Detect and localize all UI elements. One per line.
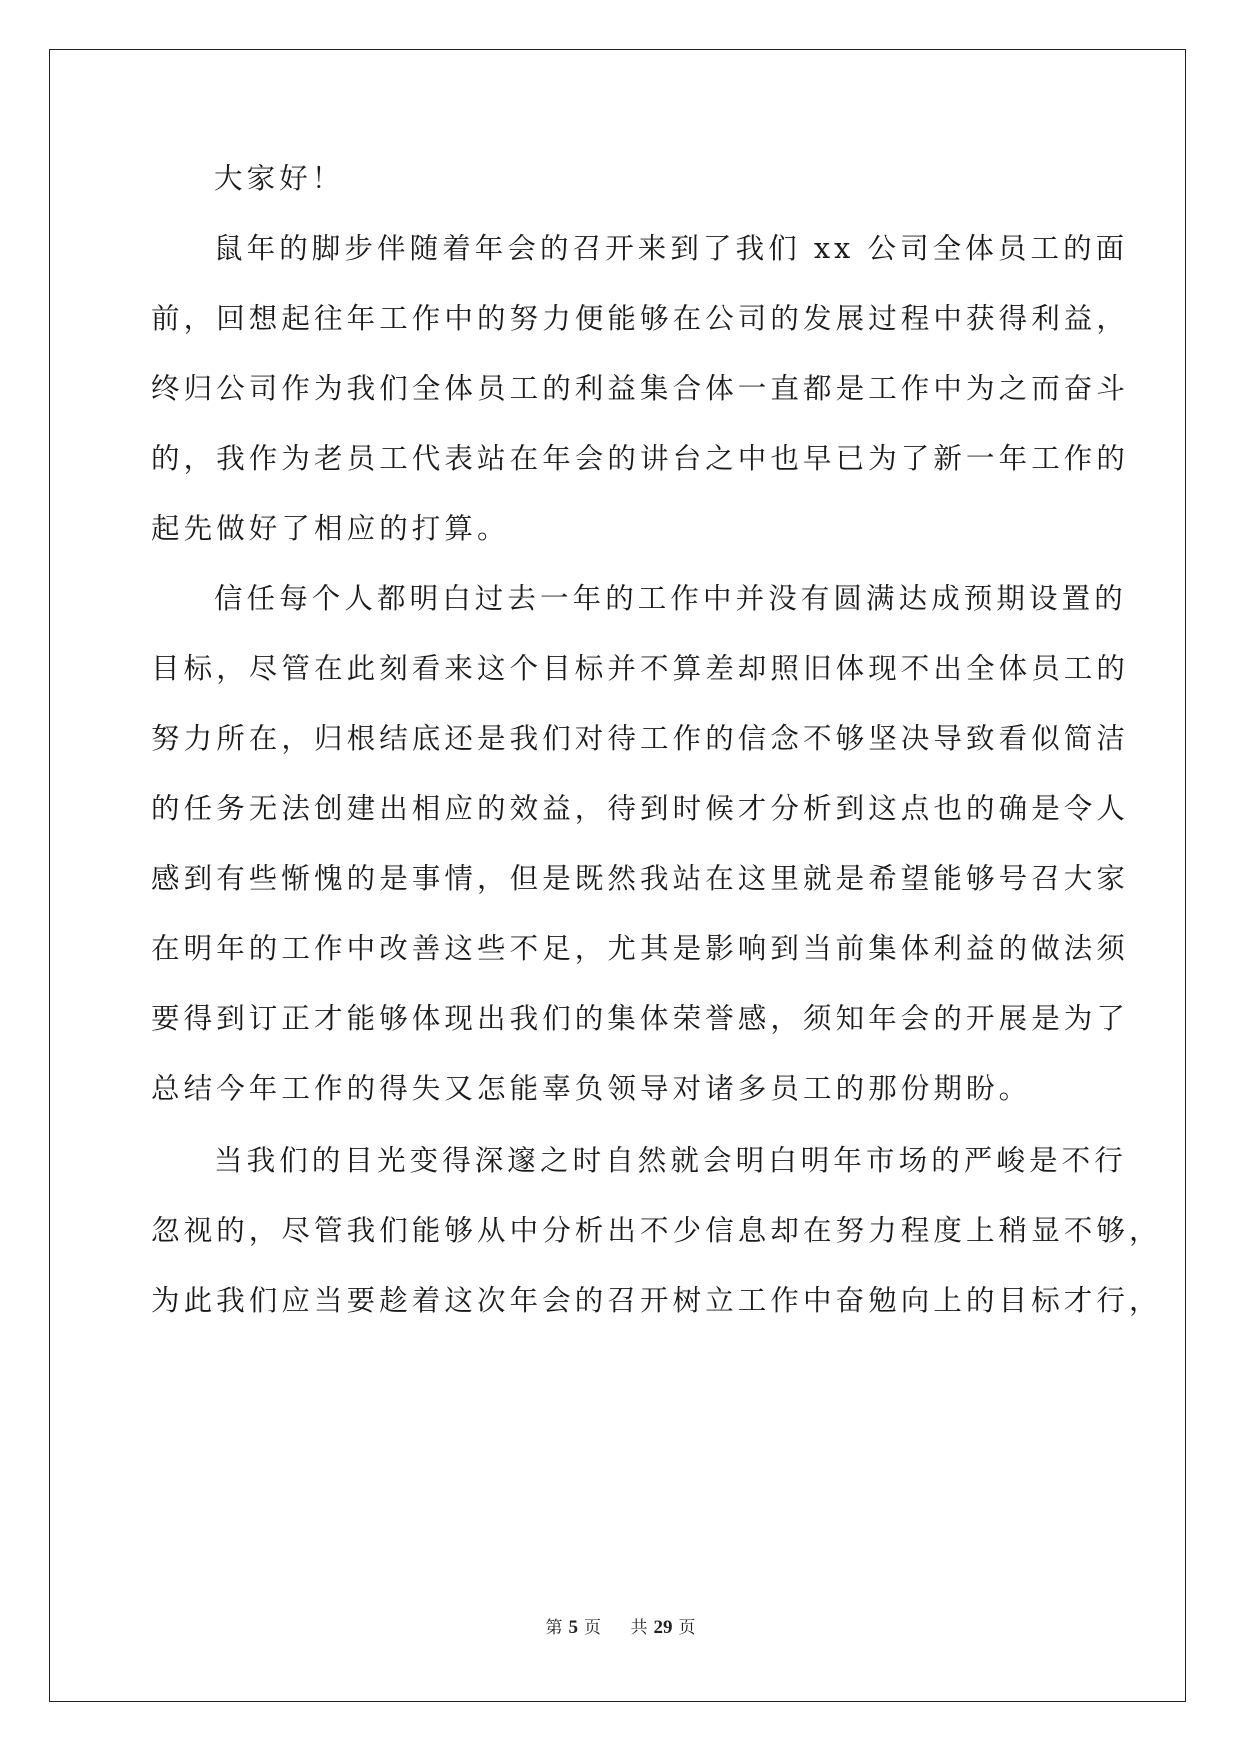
total-prefix: 共 [630, 1618, 648, 1638]
total-suffix: 页 [678, 1618, 696, 1638]
paragraph-2-line-3: 努力所在，归根结底还是我们对待工作的信念不够坚决导致看似简洁 [151, 722, 1130, 755]
page-number: 5 [568, 1617, 579, 1638]
paragraph-1-line-3: 终归公司作为我们全体员工的利益集合体一直都是工作中为之而奋斗 [151, 372, 1130, 405]
greeting: 大家好！ [214, 162, 345, 195]
paragraph-1-line-5: 起先做好了相应的打算。 [151, 512, 510, 545]
paragraph-2-line-2: 目标，尽管在此刻看来这个目标并不算差却照旧体现不出全体员工的 [151, 652, 1130, 685]
page-suffix: 页 [584, 1618, 602, 1638]
total-indicator [624, 1618, 701, 1638]
paragraph-3-line-2: 忽视的，尽管我们能够从中分析出不少信息却在努力程度上稍显不够， [151, 1214, 1162, 1247]
paragraph-2-line-1: 信任每个人都明白过去一年的工作中并没有圆满达成预期设置的 [214, 582, 1127, 615]
paragraph-1-line-1: 鼠年的脚步伴随着年会的召开来到了我们 xx 公司全体员工的面 [214, 232, 1129, 265]
page-indicator [540, 1618, 608, 1638]
paragraph-1-line-4: 的，我作为老员工代表站在年会的讲台之中也早已为了新一年工作的 [151, 442, 1130, 475]
page-prefix: 第 [545, 1618, 563, 1638]
paragraph-1-line-2: 前，回想起往年工作中的努力便能够在公司的发展过程中获得利益， [151, 302, 1130, 335]
paragraph-2-line-7: 要得到订正才能够体现出我们的集体荣誉感，须知年会的开展是为了 [151, 1002, 1130, 1035]
paragraph-3-line-1: 当我们的目光变得深邃之时自然就会明白明年市场的严峻是不行 [214, 1144, 1127, 1177]
paragraph-2-line-8: 总结今年工作的得失又怎能辜负领导对诸多员工的那份期盼。 [151, 1072, 1032, 1105]
paragraph-2-line-5: 感到有些惭愧的是事情，但是既然我站在这里就是希望能够号召大家 [151, 862, 1130, 895]
paragraph-2-line-4: 的任务无法创建出相应的效益，待到时候才分析到这点也的确是令人 [151, 792, 1130, 825]
paragraph-2-line-6: 在明年的工作中改善这些不足，尤其是影响到当前集体利益的做法须 [151, 932, 1130, 965]
page-footer [0, 1613, 1241, 1639]
paragraph-3-line-3: 为此我们应当要趁着这次年会的召开树立工作中奋勉向上的目标才行， [151, 1284, 1162, 1317]
total-pages: 29 [653, 1617, 673, 1638]
